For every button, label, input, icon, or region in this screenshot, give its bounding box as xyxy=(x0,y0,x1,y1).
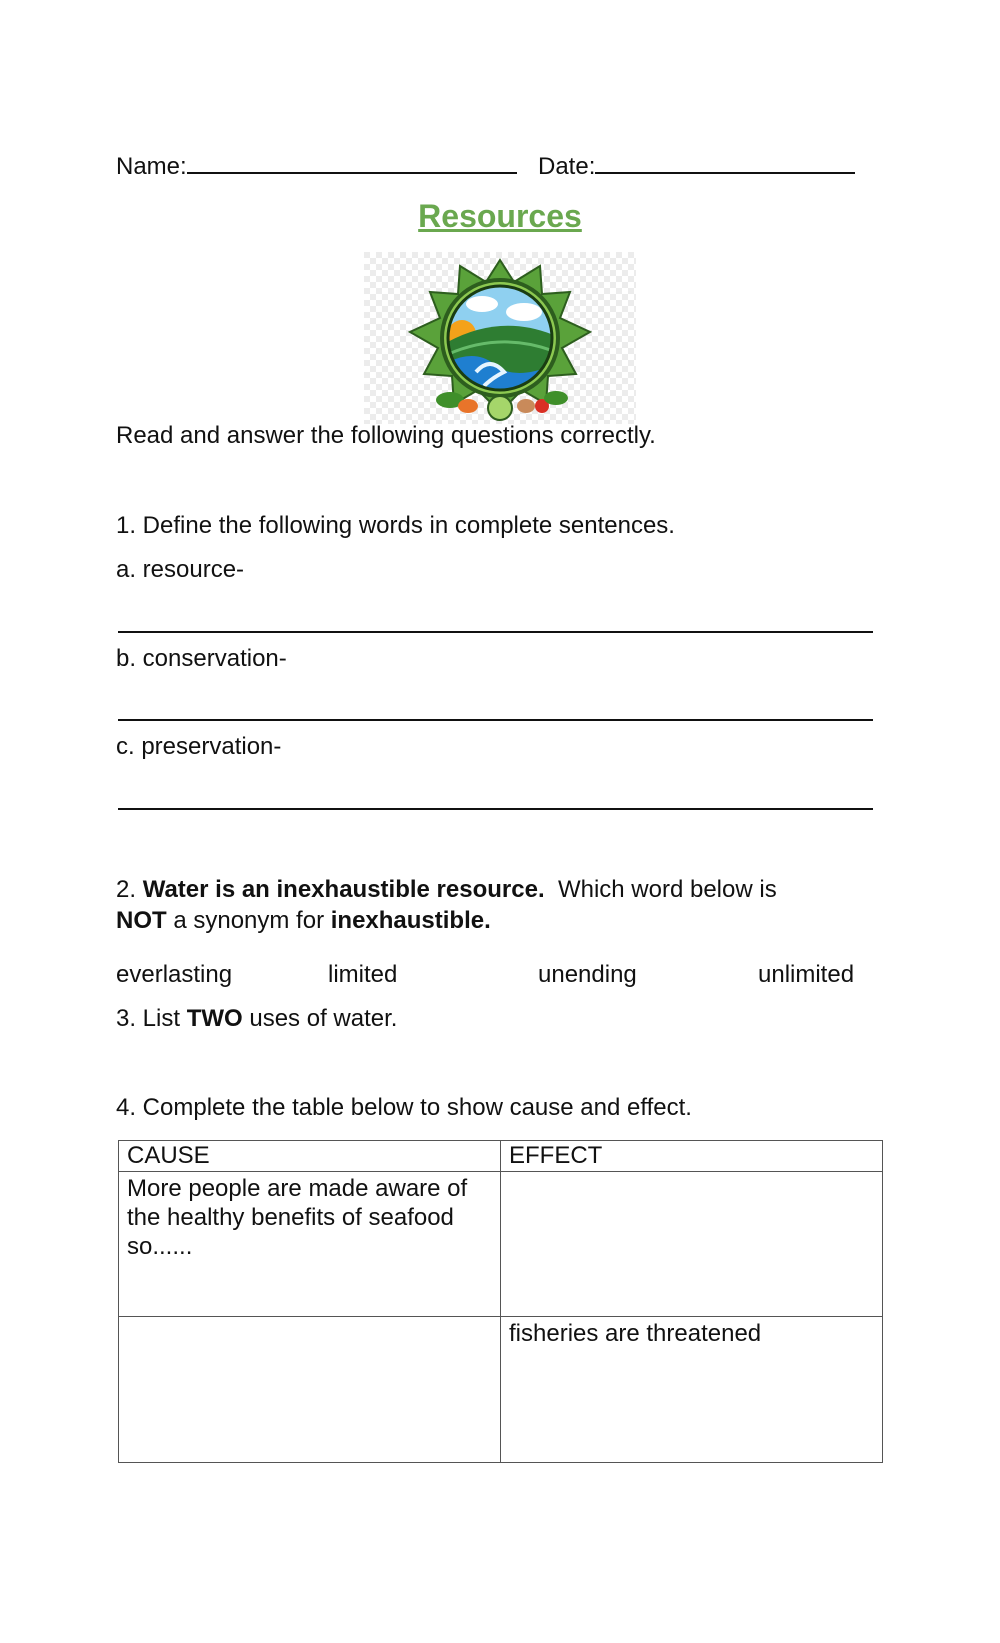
q2-option-everlasting[interactable]: everlasting xyxy=(116,961,233,988)
name-label: Name: xyxy=(116,153,187,180)
q2-not: NOT xyxy=(116,907,167,934)
effect-cell-1[interactable] xyxy=(501,1172,883,1317)
q1-item-conservation: b. conservation- xyxy=(116,645,287,672)
q4-prompt: 4. Complete the table below to show cause and effect. xyxy=(116,1094,692,1121)
q1-prompt: 1. Define the following words in complete sentences. xyxy=(116,512,675,539)
cause-effect-table xyxy=(118,1140,883,1463)
q2-prefix: 2. xyxy=(116,876,143,903)
q2-option-unending[interactable]: unending xyxy=(538,961,637,988)
q3-bold: TWO xyxy=(186,1005,243,1032)
table-row xyxy=(119,1317,883,1463)
table-header-row xyxy=(119,1141,883,1172)
page-title: Resources xyxy=(418,198,582,234)
q2-synonym-text: a synonym for xyxy=(166,907,331,934)
q2-prompt-line2 xyxy=(116,907,491,935)
answer-line-resource[interactable] xyxy=(118,631,873,633)
q3-suffix: uses of water. xyxy=(242,1005,398,1032)
q2-option-unlimited[interactable]: unlimited xyxy=(758,961,855,988)
instructions: Read and answer the following questions correctly. xyxy=(116,422,656,449)
table-row xyxy=(119,1172,883,1317)
q1-item-preservation: c. preservation- xyxy=(116,733,282,760)
date-label: Date: xyxy=(538,153,596,180)
q3-prefix: 3. List xyxy=(116,1005,187,1032)
cause-cell-2[interactable] xyxy=(119,1317,501,1463)
answer-line-preservation[interactable] xyxy=(118,808,873,810)
q2-prompt-line1 xyxy=(116,876,777,904)
header-effect: EFFECT xyxy=(501,1141,883,1172)
q2-option-limited[interactable]: limited xyxy=(328,961,398,988)
q1-item-resource: a. resource- xyxy=(116,556,245,583)
answer-line-conservation[interactable] xyxy=(118,719,873,721)
name-field[interactable] xyxy=(116,150,517,181)
q2-question: Which word below is xyxy=(544,876,777,903)
effect-cell-2: fisheries are threatened xyxy=(501,1317,883,1463)
q2-target-word: inexhaustible. xyxy=(330,907,491,934)
q3-prompt xyxy=(116,1005,397,1033)
header-cause: CAUSE xyxy=(119,1141,501,1172)
date-field[interactable] xyxy=(538,150,855,181)
resources-emblem-icon xyxy=(364,252,636,424)
q2-statement: Water is an inexhaustible resource. xyxy=(142,876,545,903)
cause-cell-1: More people are made aware of the healthy benefits of seafood so...... xyxy=(119,1172,501,1317)
